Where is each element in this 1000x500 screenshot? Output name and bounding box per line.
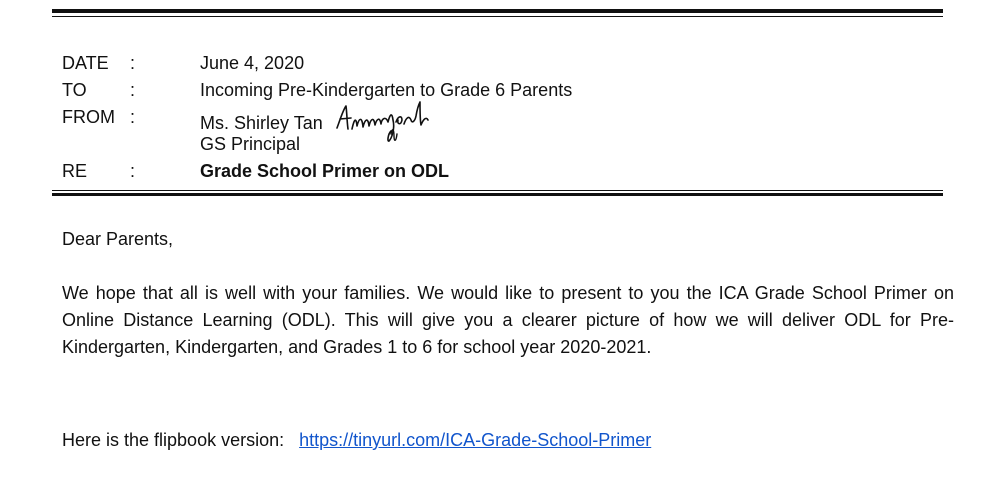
top-rule-thin <box>52 16 943 17</box>
memo-row-from <box>62 104 942 131</box>
from-colon: : <box>130 107 136 127</box>
re-value: Grade School Primer on ODL <box>200 161 450 181</box>
memo-header <box>62 50 942 185</box>
top-rule-thick <box>52 9 943 13</box>
memo-row-re <box>62 158 942 185</box>
flipbook-line <box>62 427 954 454</box>
from-label: FROM <box>62 107 115 127</box>
re-label: RE <box>62 161 88 181</box>
memo-row-from-title <box>62 131 942 158</box>
flipbook-lead: Here is the flipbook version: <box>62 430 285 450</box>
salutation: Dear Parents, <box>62 229 174 249</box>
date-colon: : <box>130 53 136 73</box>
header-rule-thick <box>52 193 943 196</box>
to-colon: : <box>130 80 136 100</box>
flipbook-link[interactable]: https://tinyurl.com/ICA-Grade-School-Primer <box>299 430 652 450</box>
to-value: Incoming Pre-Kindergarten to Grade 6 Parents <box>200 80 573 100</box>
to-label: TO <box>62 80 87 100</box>
body-paragraph: We hope that all is well with your families. We would like to present to you the ICA Grade School Primer on Online Distance Learning (ODL). This will give you a clearer picture of how we will deliver ODL for Pre-Kindergarten, Kindergarten, and Grades 1 to 6 for school year 2020-2021. <box>62 283 954 357</box>
memo-row-to <box>62 77 942 104</box>
from-title: GS Principal <box>200 134 301 154</box>
date-value: June 4, 2020 <box>200 53 305 73</box>
date-label: DATE <box>62 53 109 73</box>
from-name: Ms. Shirley Tan <box>200 112 323 133</box>
memo-row-date <box>62 50 942 77</box>
header-rule-thin <box>52 190 943 191</box>
re-colon: : <box>130 161 136 181</box>
